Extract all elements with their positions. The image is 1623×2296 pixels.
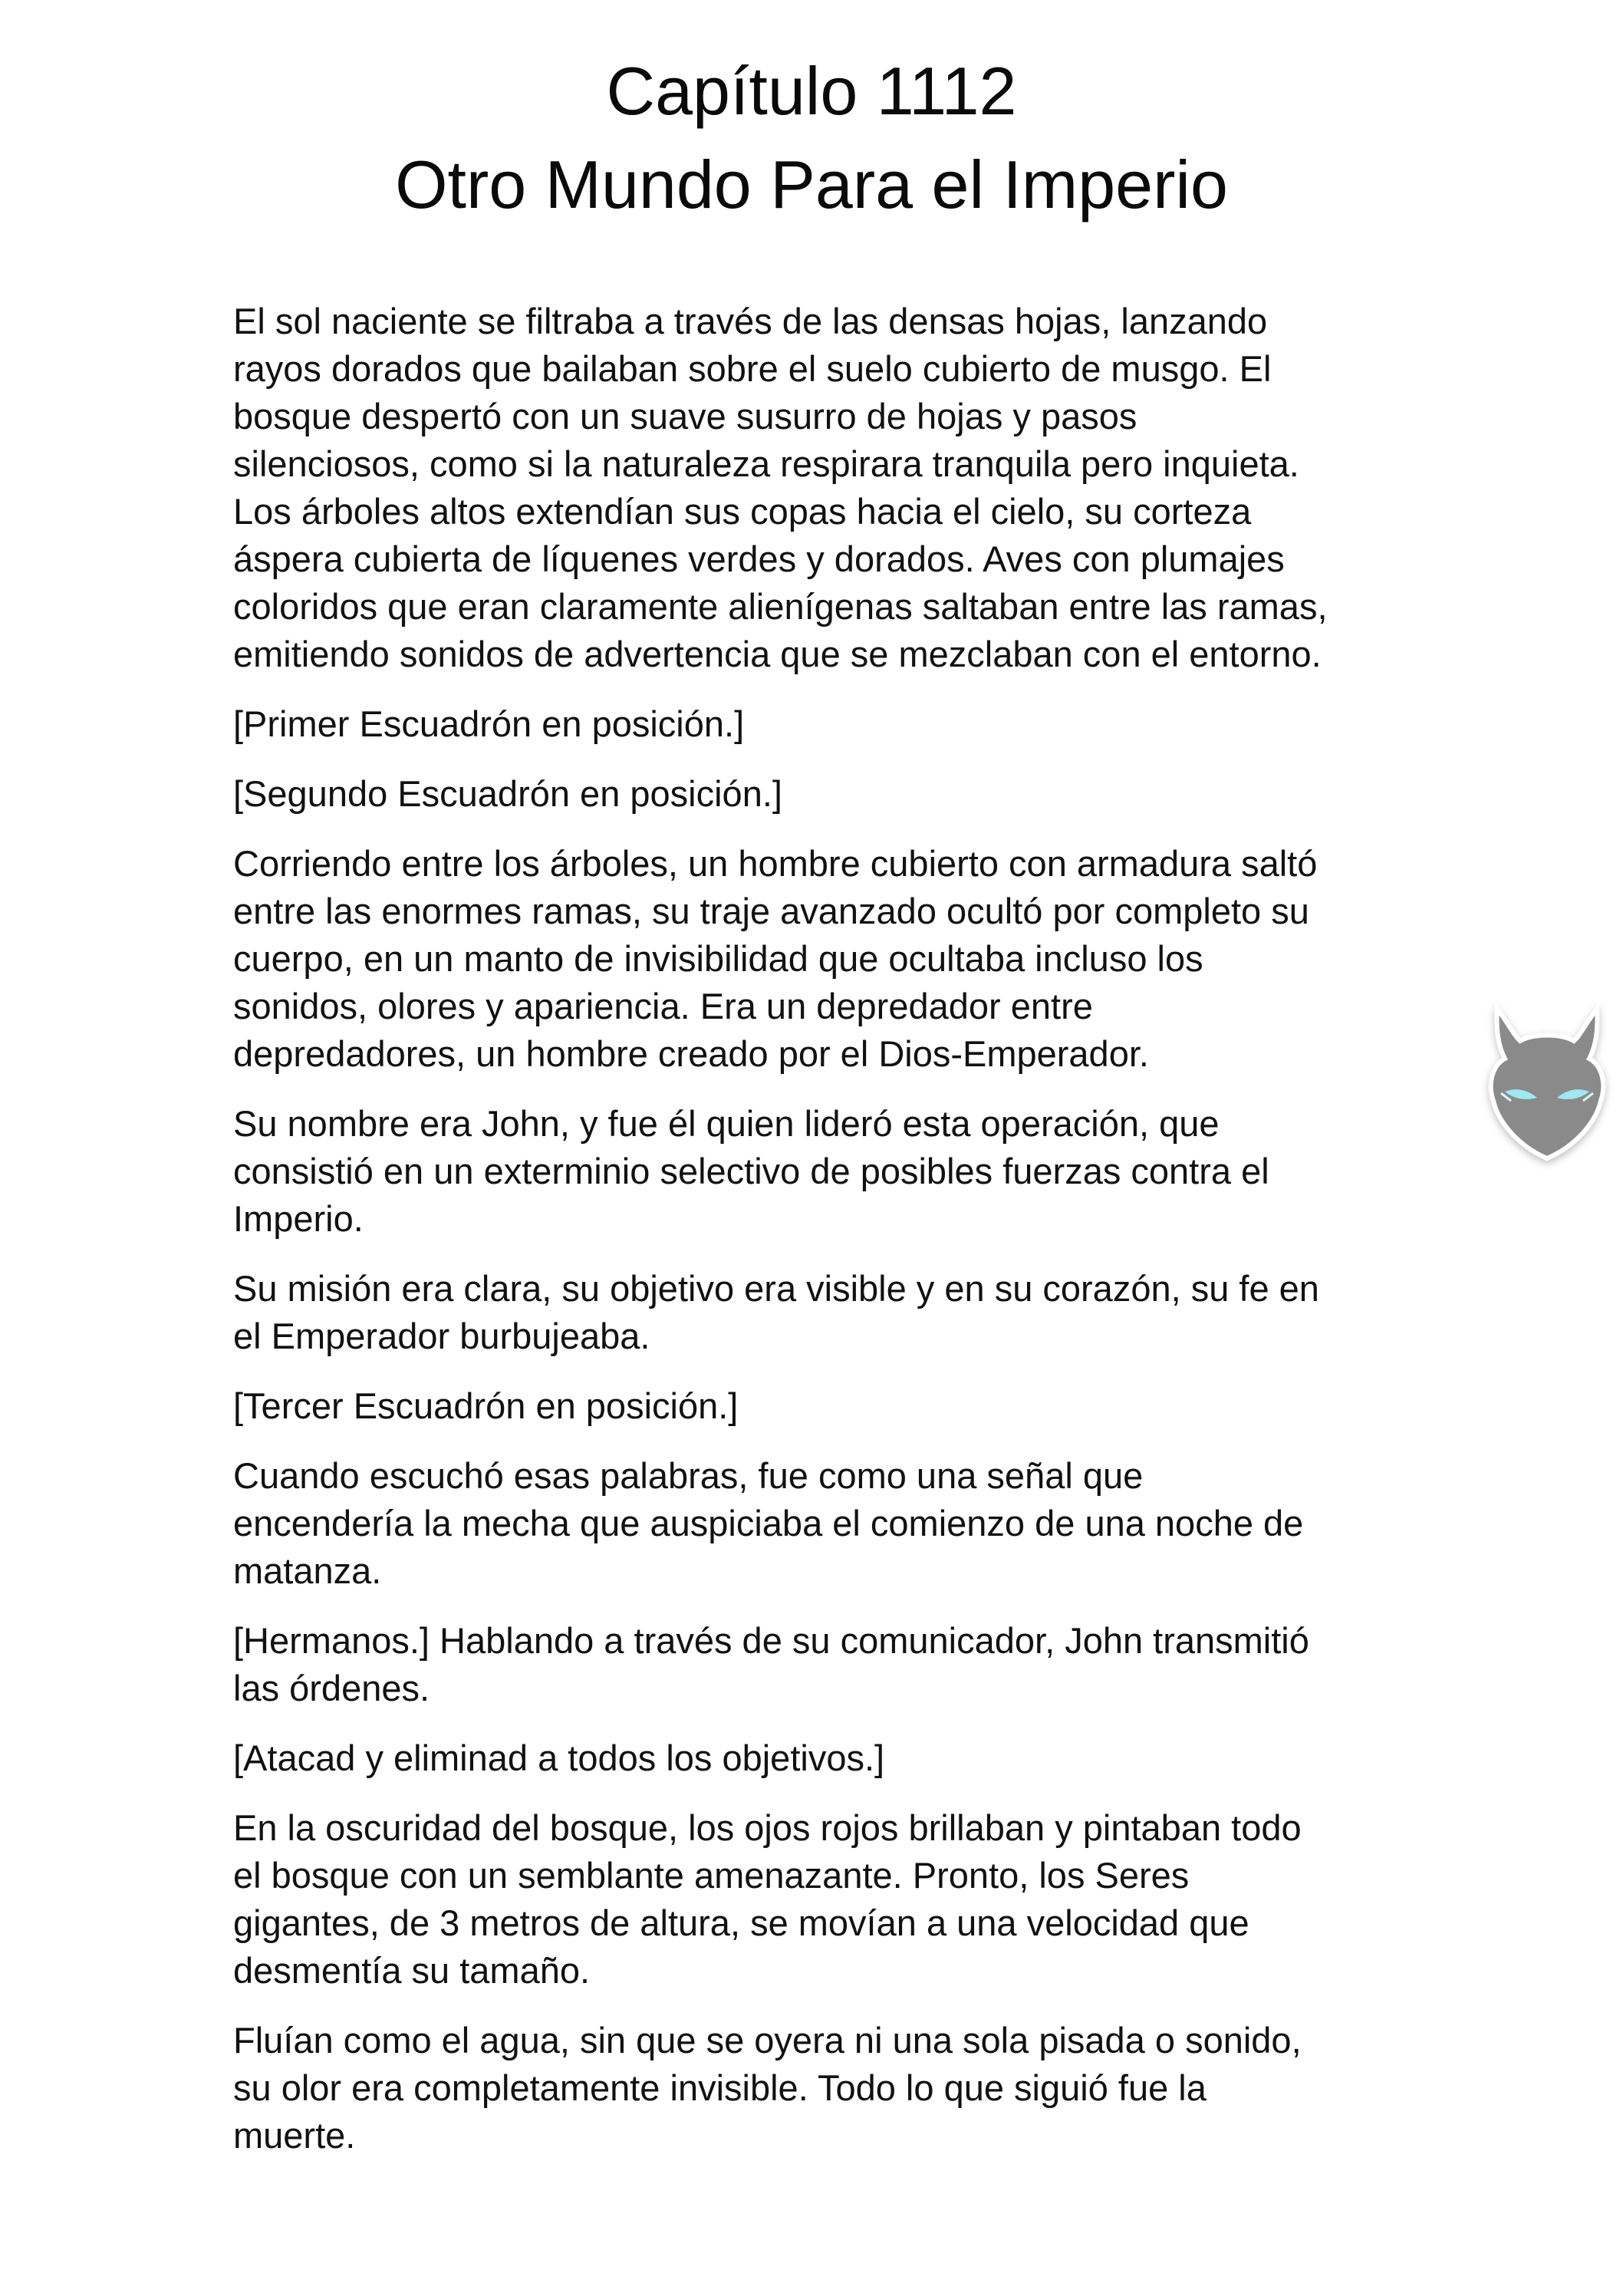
chapter-name: Otro Mundo Para el Imperio — [395, 147, 1228, 222]
paragraph-line: En la oscuridad del bosque, los ojos rojos brillaban y pintaban todo — [233, 1807, 1302, 1848]
paragraph-line: [Primer Escuadrón en posición.] — [233, 703, 745, 744]
paragraph — [233, 2017, 1414, 2159]
paragraph-line: las órdenes. — [233, 1668, 430, 1708]
paragraph-line: bosque despertó con un suave susurro de hojas y pasos — [233, 396, 1137, 436]
paragraph-line: su olor era completamente invisible. Todo lo que siguió fue la — [233, 2067, 1207, 2108]
paragraph — [233, 1452, 1414, 1595]
paragraph-line: sonidos, olores y apariencia. Era un depredador entre — [233, 986, 1093, 1026]
paragraph-line: consistió en un exterminio selectivo de posibles fuerzas contra el — [233, 1151, 1269, 1191]
chapter-body — [233, 298, 1414, 2182]
chapter-number: Capítulo 1112 — [606, 53, 1017, 129]
paragraph — [233, 1265, 1414, 1360]
paragraph-line: Corriendo entre los árboles, un hombre cubierto con armadura saltó — [233, 843, 1318, 884]
paragraph-line: depredadores, un hombre creado por el Dios-Emperador. — [233, 1033, 1149, 1074]
paragraph-line: áspera cubierta de líquenes verdes y dorados. Aves con plumajes — [233, 539, 1285, 579]
paragraph-line: Su misión era clara, su objetivo era visible y en su corazón, su fe en — [233, 1268, 1319, 1309]
paragraph — [233, 1734, 1414, 1782]
paragraph-line: entre las enormes ramas, su traje avanzado ocultó por completo su — [233, 891, 1309, 931]
paragraph-line: emitiendo sonidos de advertencia que se mezclaban con el entorno. — [233, 634, 1322, 674]
paragraph — [233, 770, 1414, 818]
paragraph — [233, 298, 1414, 678]
paragraph-line: [Hermanos.] Hablando a través de su comunicador, John transmitió — [233, 1620, 1309, 1661]
demon-head-icon — [1467, 993, 1623, 1170]
paragraph — [233, 1382, 1414, 1430]
paragraph-line: gigantes, de 3 metros de altura, se movían a una velocidad que — [233, 1902, 1249, 1943]
paragraph-line: desmentía su tamaño. — [233, 1950, 591, 1991]
paragraph-line: [Segundo Escuadrón en posición.] — [233, 773, 782, 814]
paragraph-line: silenciosos, como si la naturaleza respirara tranquila pero inquieta. — [233, 443, 1299, 484]
paragraph-line: [Atacad y eliminad a todos los objetivos.] — [233, 1738, 885, 1778]
paragraph-line: el Emperador burbujeaba. — [233, 1316, 650, 1356]
paragraph-line: Fluían como el agua, sin que se oyera ni una sola pisada o sonido, — [233, 2020, 1302, 2060]
paragraph-line: encendería la mecha que auspiciaba el comienzo de una noche de — [233, 1503, 1304, 1543]
chapter-title — [0, 44, 1623, 232]
paragraph-line: muerte. — [233, 2115, 356, 2156]
paragraph — [233, 700, 1414, 748]
paragraph-line: rayos dorados que bailaban sobre el suelo cubierto de musgo. El — [233, 348, 1272, 389]
paragraph-line: matanza. — [233, 1550, 382, 1591]
paragraph-line: El sol naciente se filtraba a través de las densas hojas, lanzando — [233, 301, 1268, 341]
paragraph — [233, 840, 1414, 1078]
paragraph — [233, 1804, 1414, 1995]
paragraph-line: [Tercer Escuadrón en posición.] — [233, 1385, 739, 1426]
paragraph-line: Cuando escuchó esas palabras, fue como una señal que — [233, 1455, 1144, 1496]
paragraph — [233, 1100, 1414, 1243]
paragraph-line: cuerpo, en un manto de invisibilidad que ocultaba incluso los — [233, 938, 1203, 979]
paragraph-line: Su nombre era John, y fue él quien lideró esta operación, que — [233, 1103, 1220, 1144]
paragraph-line: el bosque con un semblante amenazante. Pronto, los Seres — [233, 1855, 1190, 1896]
paragraph-line: Los árboles altos extendían sus copas hacia el cielo, su corteza — [233, 491, 1252, 532]
paragraph-line: Imperio. — [233, 1198, 364, 1239]
paragraph — [233, 1617, 1414, 1712]
paragraph-line: coloridos que eran claramente alienígenas saltaban entre las ramas, — [233, 586, 1328, 627]
